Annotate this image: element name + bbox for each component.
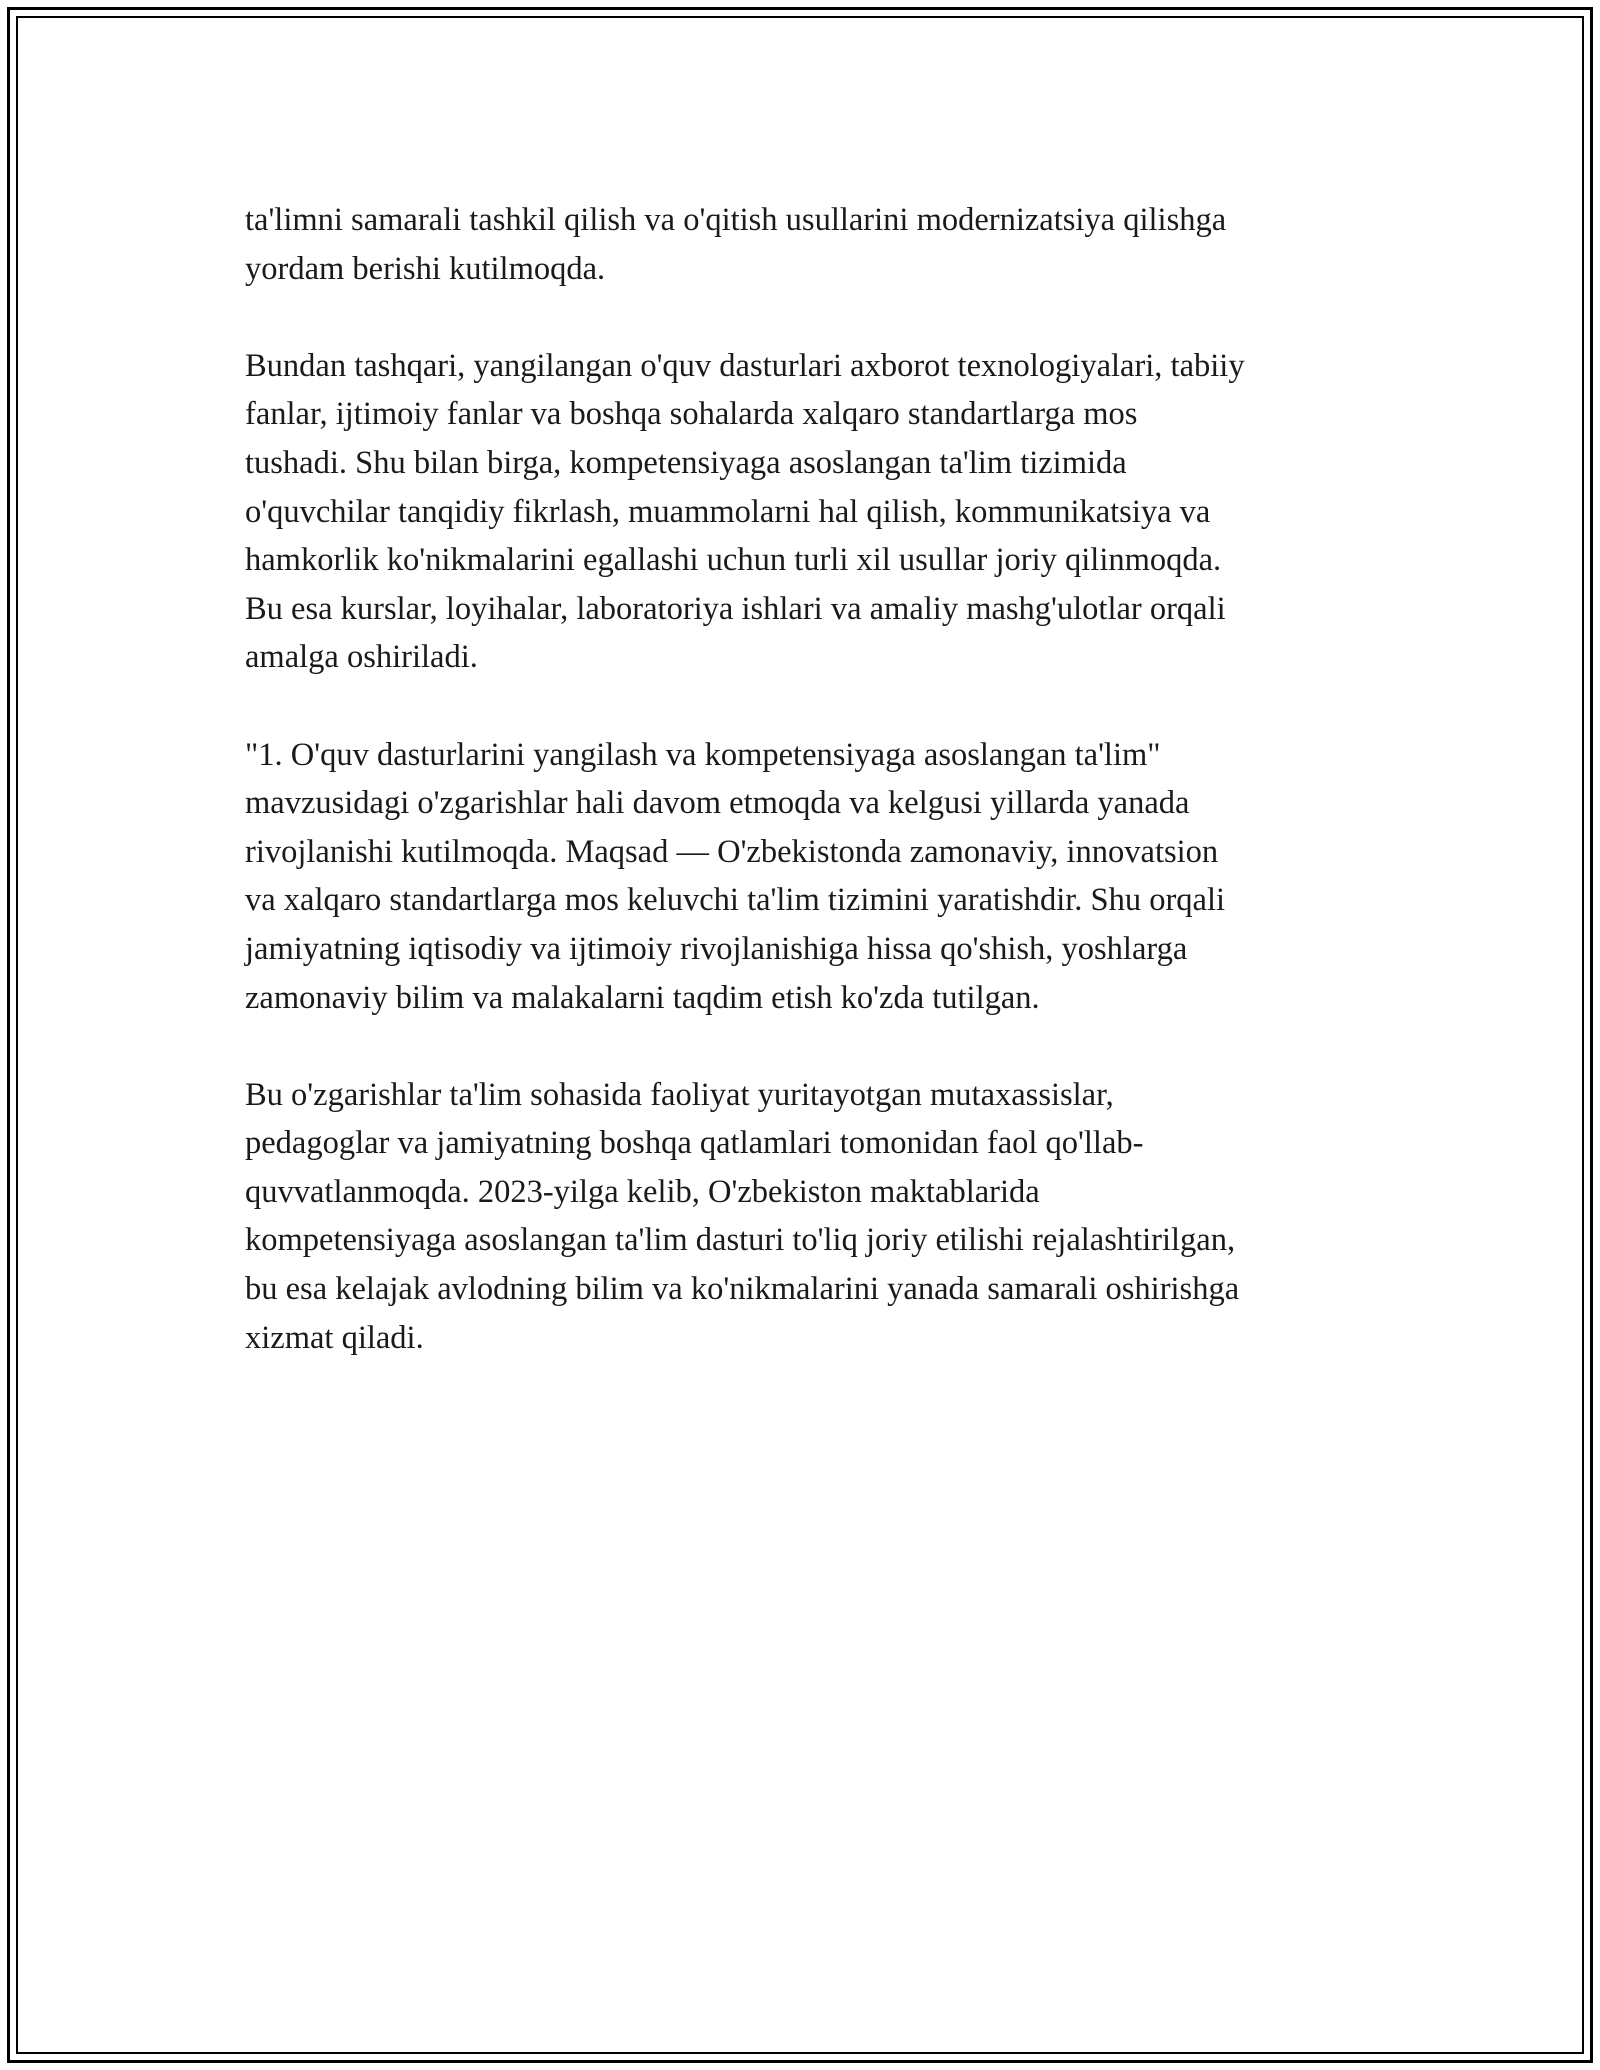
page-frame — [7, 7, 1593, 2063]
paragraph-3: "1. O'quv dasturlarini yangilash va kompetensiyaga asoslangan ta'lim" mavzusidagi o'zgarishlar hali davom etmoqda va kelgusi yillarda yanada rivojlanishi kutilmoqda. Maqsad — O'zbekistonda zamonaviy, innovatsion va xalqaro standartlarga mos keluvchi ta'lim tizimini yaratishdir. Shu orqali jamiyatning iqtisodiy va ijtimoiy rivojlanishiga hissa qo'shish, yoshlarga zamonaviy bilim va malakalarni taqdim etish ko'zda tutilgan. — [245, 736, 1226, 1016]
paragraph-4: Bu o'zgarishlar ta'lim sohasida faoliyat yuritayotgan mutaxassislar, pedagoglar va jamiyatning boshqa qatlamlari tomonidan faol qo'llab- quvvatlanmoqda. 2023-yilga kelib, O'zbekiston maktablarida kompetensiyaga asoslangan ta'lim dasturi to'liq joriy etilishi rejalashtirilgan, bu esa kelajak avlodning bilim va ko'nikmalarini yanada samarali oshirishga xizmat qiladi. — [245, 1076, 1240, 1356]
page-content — [245, 196, 1385, 1411]
paragraph-2: Bundan tashqari, yangilangan o'quv dasturlari axborot texnologiyalari, tabiiy fanlar, ijtimoiy fanlar va boshqa sohalarda xalqaro standartlarga mos tushadi. Shu bilan birga, kompetensiyaga asoslangan ta'lim tizimida o'quvchilar tanqidiy fikrlash, muammolarni hal qilish, kommunikatsiya va hamkorlik ko'nikmalarini egallashi uchun turli xil usullar joriy qilinmoqda. Bu esa kurslar, loyihalar, laboratoriya ishlari va amaliy mashg'ulotlar orqali amalga oshiriladi. — [245, 347, 1245, 676]
paragraph-1: ta'limni samarali tashkil qilish va o'qitish usullarini modernizatsiya qilishga yordam berishi kutilmoqda. — [245, 202, 1227, 287]
